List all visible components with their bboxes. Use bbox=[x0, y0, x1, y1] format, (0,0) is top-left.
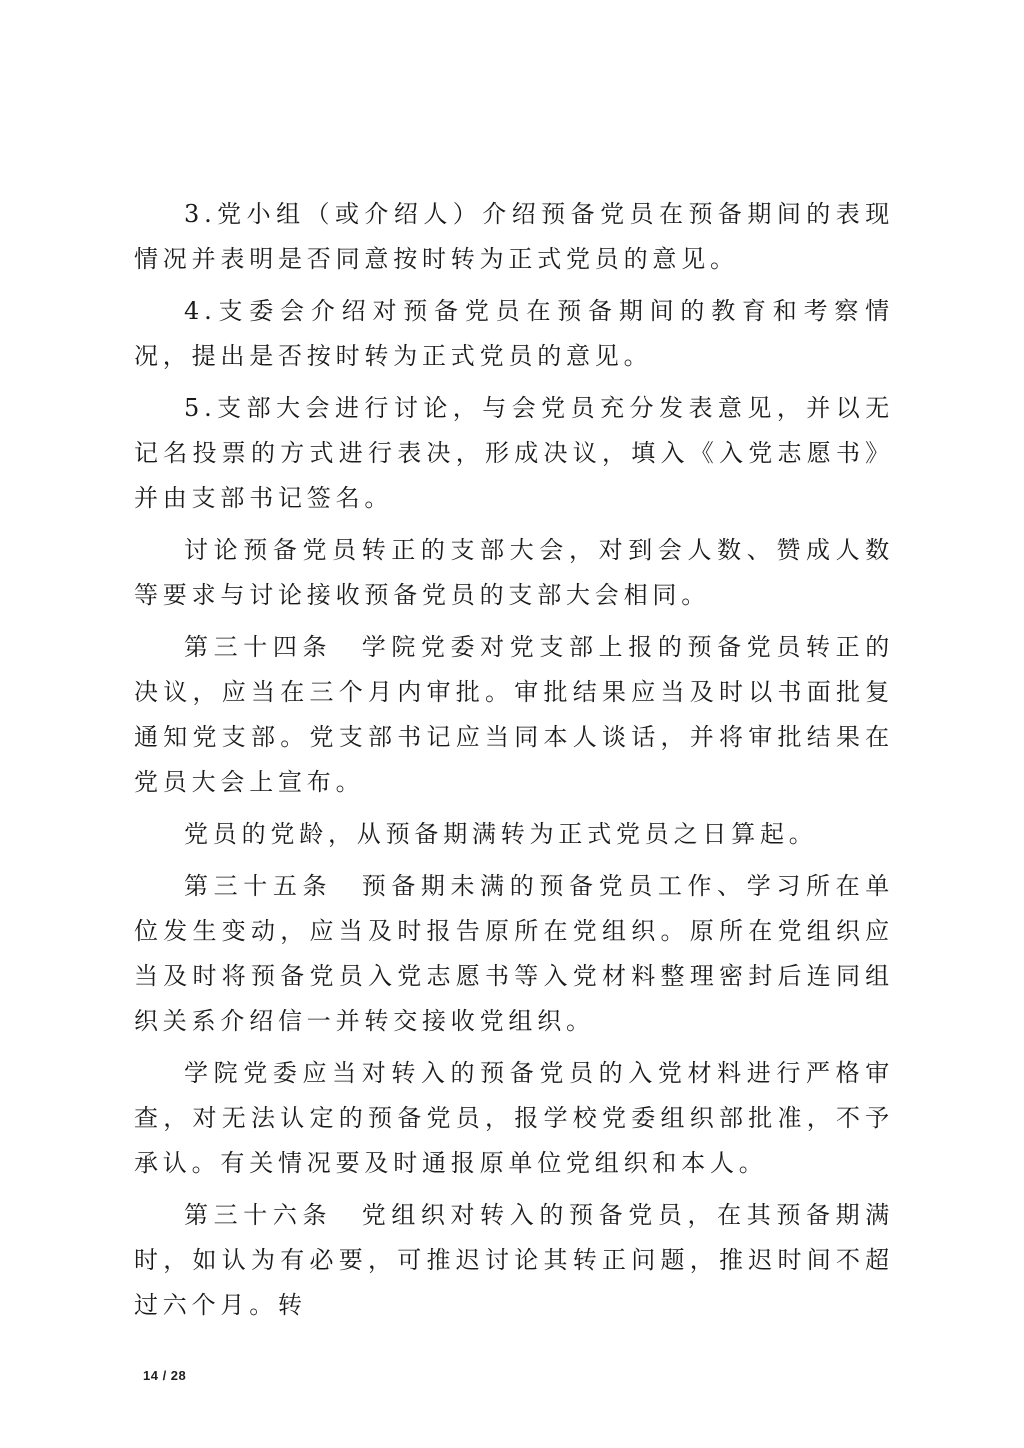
paragraph-item-3: 3.党小组（或介绍人）介绍预备党员在预备期间的表现情况并表明是否同意按时转为正式党员的意见。 bbox=[134, 200, 894, 273]
paragraph-article-34: 第三十四条 学院党委对党支部上报的预备党员转正的决议，应当在三个月内审批。审批结果应当及时以书面批复通知党支部。党支部书记应当同本人谈话，并将审批结果在党员大会上宣布。 bbox=[134, 633, 894, 796]
paragraph-article-36: 第三十六条 党组织对转入的预备党员，在其预备期满时，如认为有必要，可推迟讨论其转正问题，推迟时间不超过六个月。转 bbox=[134, 1201, 894, 1319]
paragraph-party-age: 党员的党龄，从预备期满转为正式党员之日算起。 bbox=[184, 820, 818, 848]
page-number: 14 / 28 bbox=[143, 1368, 187, 1383]
paragraph-branch-meeting: 讨论预备党员转正的支部大会，对到会人数、赞成人数等要求与讨论接收预备党员的支部大会相同。 bbox=[134, 536, 894, 609]
paragraph-article-35: 第三十五条 预备期未满的预备党员工作、学习所在单位发生变动，应当及时报告原所在党组织。原所在党组织应当及时将预备党员入党志愿书等入党材料整理密封后连同组织关系介绍信一并转交接收党组织。 bbox=[134, 872, 894, 1035]
paragraph-item-5: 5.支部大会进行讨论，与会党员充分发表意见，并以无记名投票的方式进行表决，形成决议，填入《入党志愿书》并由支部书记签名。 bbox=[134, 394, 894, 512]
document-body bbox=[134, 192, 894, 1335]
paragraph-item-4: 4.支委会介绍对预备党员在预备期间的教育和考察情况，提出是否按时转为正式党员的意见。 bbox=[134, 297, 894, 370]
paragraph-review-materials: 学院党委应当对转入的预备党员的入党材料进行严格审查，对无法认定的预备党员，报学校党委组织部批准，不予承认。有关情况要及时通报原单位党组织和本人。 bbox=[134, 1059, 894, 1177]
